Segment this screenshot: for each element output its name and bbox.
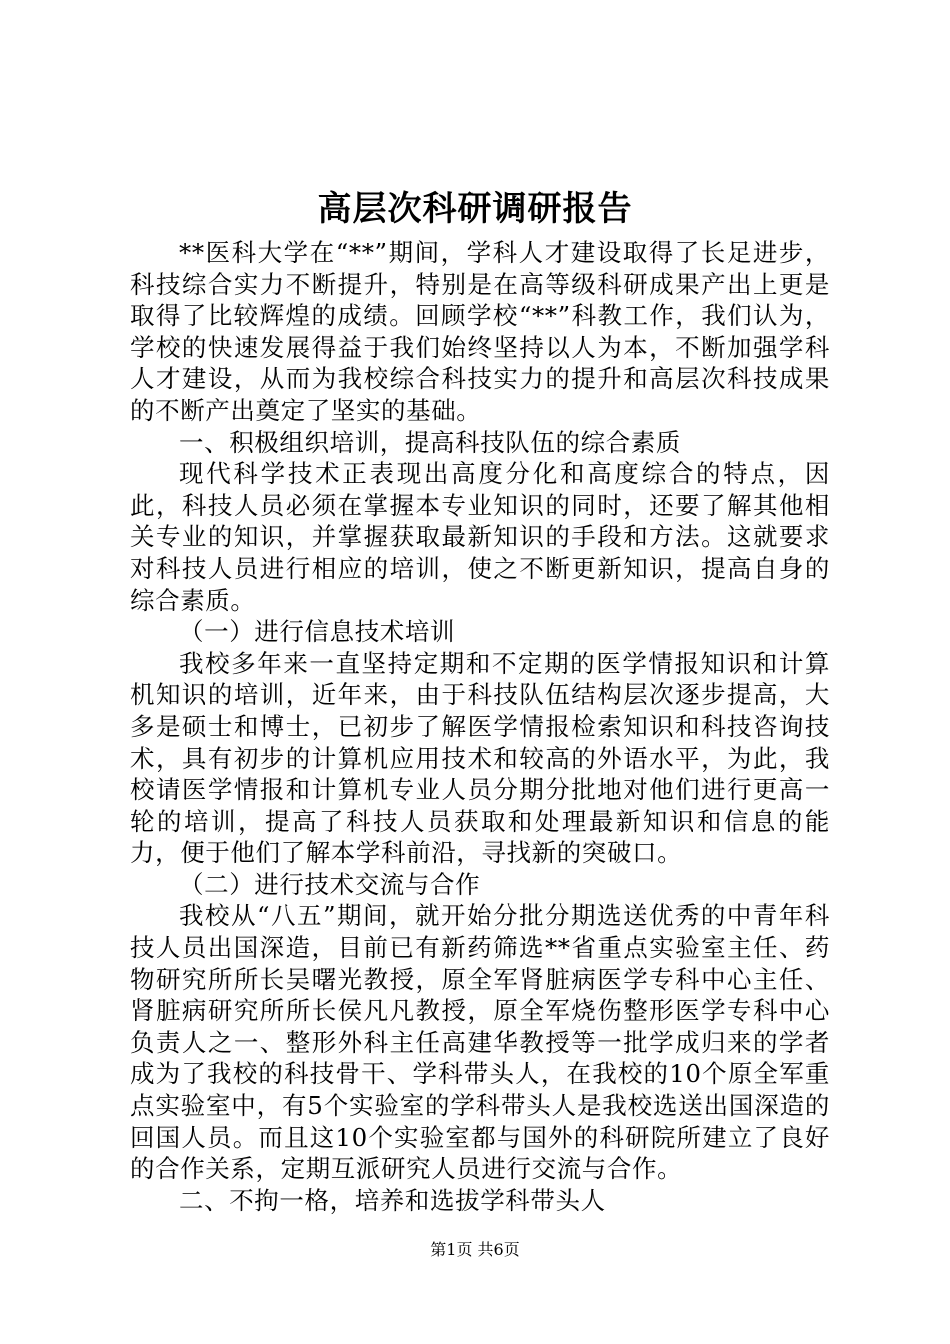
document-body	[130, 237, 830, 1216]
subsection-heading-1: （一）进行信息技术培训	[179, 617, 456, 647]
section-heading-1: 一、积极组织培训，提高科技队伍的综合素质	[179, 427, 681, 457]
paragraph-subsection-1: 我校多年来一直坚持定期和不定期的医学情报知识和计算机知识的培训，近年来，由于科技队伍结构层次逐步提高，大多是硕士和博士，已初步了解医学情报检索知识和科技咨询技术，具有初步的计算机应用技术和较高的外语水平，为此，我校请医学情报和计算机专业人员分期分批地对他们进行更高一轮的培训，提高了科技人员获取和处理最新知识和信息的能力，便于他们了解本学科前沿，寻找新的突破口。	[130, 648, 830, 868]
document-title: 高层次科研调研报告	[317, 189, 633, 229]
paragraph-section-1: 现代科学技术正表现出高度分化和高度综合的特点，因此，科技人员必须在掌握本专业知识的同时，还要了解其他相关专业的知识，并掌握获取最新知识的手段和方法。这就要求对科技人员进行相应的培训，使之不断更新知识，提高自身的综合素质。	[130, 459, 830, 615]
page-footer: 第1页 共6页	[430, 1240, 520, 1259]
paragraph-subsection-2: 我校从“八五”期间，就开始分批分期选送优秀的中青年科技人员出国深造，目前已有新药筛选**省重点实验室主任、药物研究所所长吴曙光教授，原全军肾脏病医学专科中心主任、肾脏病研究所所长侯凡凡教授，原全军烧伤整形医学专科中心负责人之一、整形外科主任高建华教授等一批学成归来的学者成为了我校的科技骨干、学科带头人，在我校的10个原全军重点实验室中，有5个实验室的学科带头人是我校选送出国深造的回国人员。而且这10个实验室都与国外的科研院所建立了良好的合作关系，定期互派研究人员进行交流与合作。	[130, 901, 830, 1184]
section-heading-2: 二、不拘一格，培养和选拔学科带头人	[179, 1185, 606, 1215]
paragraph-intro: **医科大学在“**”期间，学科人才建设取得了长足进步，科技综合实力不断提升，特别是在高等级科研成果产出上更是取得了比较辉煌的成绩。回顾学校“**”科教工作，我们认为，学校的快速发展得益于我们始终坚持以人为本，不断加强学科人才建设，从而为我校综合科技实力的提升和高层次科技成果的不断产出奠定了坚实的基础。	[130, 238, 830, 425]
subsection-heading-2: （二）进行技术交流与合作	[179, 869, 481, 899]
